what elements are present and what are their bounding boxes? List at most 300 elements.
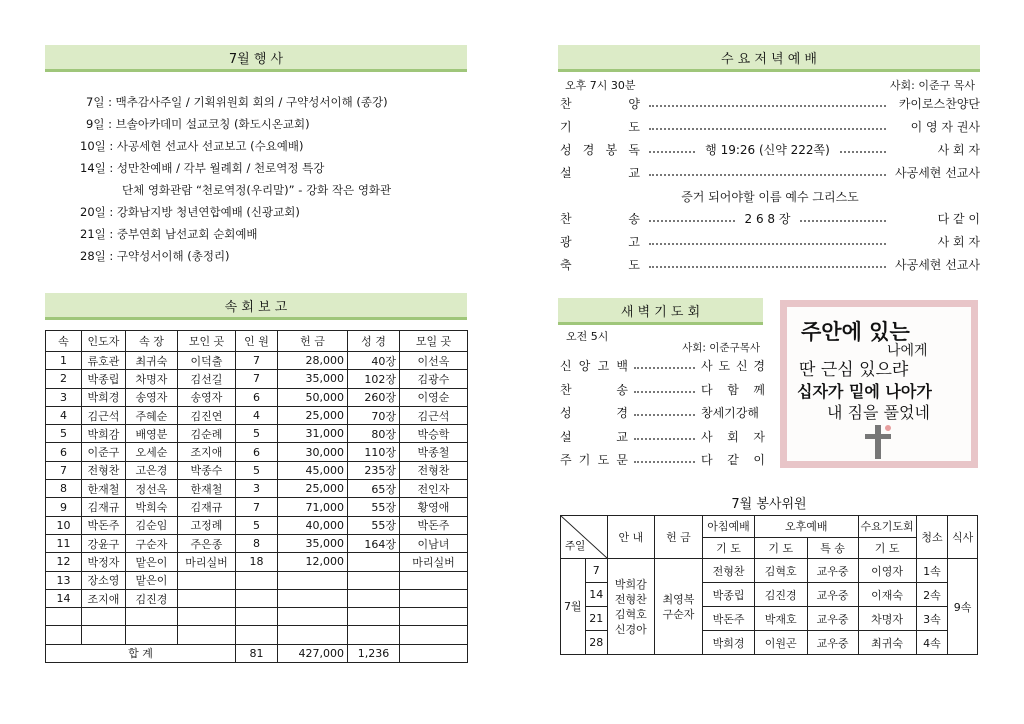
bible-chapters (348, 553, 400, 571)
group-head: 김진경 (126, 589, 178, 607)
dawn-label (560, 449, 628, 471)
report-title: 속 회 보 고 (224, 299, 288, 315)
meeting-place: 송영자 (178, 388, 236, 406)
event-item: 14일 : 성만찬예배 / 각부 월례회 / 천로역정 특강 (80, 161, 325, 175)
col-subheader: 기 도 (754, 537, 807, 559)
leader: 박정자 (82, 553, 126, 571)
sunday-label: 주일 (565, 540, 586, 552)
group-head: 구순자 (126, 534, 178, 552)
worship-title-bar (558, 45, 980, 72)
dawn-label (560, 355, 628, 377)
order-detail: 행 19:26 (신약 222쪽) (705, 143, 830, 157)
order-person: 사 회 자 (937, 235, 980, 249)
label-char: 사 (701, 359, 713, 373)
calligraphy-frame (780, 300, 978, 468)
dawn-label (560, 379, 628, 401)
afternoon-prayer: 박재호 (754, 607, 807, 631)
label-char: 함 (727, 382, 739, 397)
label-char: 송 (616, 382, 628, 397)
label-char: 성 (560, 406, 572, 420)
group-no (46, 608, 82, 626)
label-char: 성 (560, 143, 572, 157)
label-char: 이 (753, 453, 765, 467)
dot-leader (649, 151, 695, 153)
dot-leader (649, 174, 886, 176)
label-char: 양 (628, 97, 640, 111)
meeting-place: 한재철 (178, 480, 236, 498)
order-detail: 2 6 8 장 (744, 212, 791, 226)
order-label (560, 254, 645, 276)
bible-chapters: 110장 (348, 443, 400, 461)
attendance: 7 (236, 352, 278, 370)
special-song: 교우중 (807, 631, 858, 655)
label-char: 도 (628, 258, 640, 272)
bible-chapters: 65장 (348, 480, 400, 498)
label-char: 다 (701, 382, 713, 397)
meeting-place: 김순례 (178, 425, 236, 443)
bible-chapters: 235장 (348, 461, 400, 479)
offering (278, 608, 348, 626)
offering-cell: 최영복 구순자 (654, 559, 703, 655)
offering: 35,000 (278, 370, 348, 388)
leader: 한재철 (82, 480, 126, 498)
col-header: 속 (46, 331, 82, 352)
label-char: 백 (616, 359, 628, 373)
leader: 박종립 (82, 370, 126, 388)
dot-leader (800, 220, 886, 222)
group-head: 최귀숙 (126, 352, 178, 370)
attendance (236, 571, 278, 589)
meeting-place: 고정례 (178, 516, 236, 534)
dawn-label (560, 402, 628, 424)
morning-prayer: 전형찬 (703, 559, 755, 583)
col-header: 안 내 (608, 516, 655, 559)
order-person: 다 같 이 (937, 212, 981, 226)
group-no: 13 (46, 571, 82, 589)
group-head: 맡은이 (126, 553, 178, 571)
offering: 25,000 (278, 480, 348, 498)
leader: 조지애 (82, 589, 126, 607)
col-header: 모일 곳 (400, 331, 468, 352)
calli-line-3: 딴 근심 있으랴 (799, 360, 909, 380)
group-head: 김순임 (126, 516, 178, 534)
label-char: 경 (616, 406, 628, 420)
dot-leader (649, 105, 886, 107)
bible-chapters: 164장 (348, 534, 400, 552)
group-no (46, 626, 82, 644)
calli-line-4: 십자가 밑에 나아가 (797, 382, 932, 401)
meeting-place: 조지애 (178, 443, 236, 461)
service-table (560, 515, 978, 655)
label-char: 도 (628, 120, 640, 134)
bible-chapters: 40장 (348, 352, 400, 370)
order-label (560, 208, 645, 230)
meeting-place: 김재규 (178, 498, 236, 516)
group-no: 1 (46, 352, 82, 370)
report-title-bar (45, 293, 467, 320)
attendance: 6 (236, 443, 278, 461)
label-char: 고 (628, 235, 640, 249)
col-header: 모인 곳 (178, 331, 236, 352)
group-no: 11 (46, 534, 82, 552)
label-char: 경 (582, 143, 595, 157)
table-row (46, 443, 468, 461)
cleaning: 1속 (916, 559, 948, 583)
dawn-row (560, 379, 765, 401)
offering: 31,000 (278, 425, 348, 443)
group-head: 차명자 (126, 370, 178, 388)
special-song: 교우중 (807, 607, 858, 631)
group-no: 9 (46, 498, 82, 516)
attendance (236, 626, 278, 644)
attendance: 3 (236, 480, 278, 498)
month-cell: 7월 (561, 559, 586, 655)
leader: 장소영 (82, 571, 126, 589)
dot-leader (634, 367, 695, 369)
next-place: 박돈주 (400, 516, 468, 534)
offering: 28,000 (278, 352, 348, 370)
dawn-value (701, 426, 765, 448)
label-char: 송 (628, 212, 640, 226)
group-no: 4 (46, 406, 82, 424)
offering (278, 626, 348, 644)
table-row (46, 388, 468, 406)
sermon-title: 증거 되어야할 이름 예수 그리스도 (681, 190, 859, 204)
leader: 박희경 (82, 388, 126, 406)
meeting-place: 이덕출 (178, 352, 236, 370)
attendance: 5 (236, 516, 278, 534)
offering: 30,000 (278, 443, 348, 461)
col-header: 아침예배 (703, 516, 755, 538)
offering: 71,000 (278, 498, 348, 516)
calli-line-1: 주안에 있는 (801, 319, 910, 344)
attendance: 7 (236, 498, 278, 516)
offering: 35,000 (278, 534, 348, 552)
offering: 45,000 (278, 461, 348, 479)
label-char: 교 (628, 166, 640, 180)
events-title: 7월 행 사 (228, 51, 284, 67)
sunday-header-cell (561, 516, 608, 559)
group-head: 오세순 (126, 443, 178, 461)
label-char: 주 (560, 453, 572, 467)
group-head: 송영자 (126, 388, 178, 406)
dot-leader (634, 414, 695, 416)
table-row (46, 571, 468, 589)
cleaning: 3속 (916, 607, 948, 631)
table-row (46, 516, 468, 534)
special-song: 교우중 (807, 559, 858, 583)
guide-cell: 박희감 전형찬 김혁호 신경아 (608, 559, 655, 655)
order-person: 이 영 자 권사 (910, 120, 980, 134)
special-song: 교우중 (807, 583, 858, 607)
next-place: 김광수 (400, 370, 468, 388)
service-title: 7월 봉사위원 (731, 497, 807, 512)
morning-prayer: 박돈주 (703, 607, 755, 631)
offering: 50,000 (278, 388, 348, 406)
label-char: 찬 (560, 212, 572, 226)
group-head: 배영분 (126, 425, 178, 443)
col-header: 청소 (916, 516, 948, 559)
leader: 박돈주 (82, 516, 126, 534)
table-row (46, 480, 468, 498)
offering: 25,000 (278, 406, 348, 424)
event-item: 단체 영화관람 “천로역정(우리말)” - 강화 작은 영화관 (122, 183, 392, 197)
order-row (560, 139, 980, 161)
dawn-time: 오전 5시 (566, 330, 609, 343)
group-head: 고은경 (126, 461, 178, 479)
meeting-place (178, 589, 236, 607)
group-no: 12 (46, 553, 82, 571)
order-row (560, 208, 980, 230)
next-place: 전인자 (400, 480, 468, 498)
cleaning: 4속 (916, 631, 948, 655)
calligraphy-image (787, 307, 971, 461)
table-row (46, 352, 468, 370)
group-no: 6 (46, 443, 82, 461)
label-char: 신 (560, 359, 572, 373)
table-row (46, 608, 468, 626)
table-row (46, 534, 468, 552)
worship-time: 오후 7시 30분 (565, 79, 636, 92)
event-item: 10일 : 사공세현 선교사 선교보고 (수요예배) (80, 139, 304, 153)
attendance: 18 (236, 553, 278, 571)
col-header: 수요기도회 (858, 516, 916, 538)
next-place (400, 589, 468, 607)
label-char: 사 (701, 429, 713, 444)
service-row (561, 559, 978, 583)
next-place: 이영순 (400, 388, 468, 406)
bible-chapters: 260장 (348, 388, 400, 406)
col-header: 오후예배 (754, 516, 858, 538)
leader: 강윤구 (82, 534, 126, 552)
table-row (46, 461, 468, 479)
next-place (400, 626, 468, 644)
offering: 40,000 (278, 516, 348, 534)
meeting-place: 김진연 (178, 406, 236, 424)
dot-leader (634, 461, 695, 463)
order-label (560, 139, 645, 161)
report-body (46, 352, 468, 645)
dawn-row (560, 402, 765, 424)
order-label (560, 116, 645, 138)
dot-leader (634, 391, 695, 393)
meeting-place: 마리실버 (178, 553, 236, 571)
leader: 박희감 (82, 425, 126, 443)
bible-chapters: 102장 (348, 370, 400, 388)
dawn-value (701, 402, 765, 424)
dawn-value (701, 449, 765, 471)
meeting-place (178, 626, 236, 644)
col-header: 인 원 (236, 331, 278, 352)
label-char: 찬 (560, 382, 572, 397)
event-item: 21일 : 중부연회 남선교회 순회예배 (80, 227, 258, 241)
afternoon-prayer: 김혁호 (754, 559, 807, 583)
wednesday-prayer: 최귀숙 (858, 631, 916, 655)
bible-chapters: 55장 (348, 516, 400, 534)
label-char: 앙 (578, 359, 591, 373)
attendance (236, 608, 278, 626)
group-no: 2 (46, 370, 82, 388)
order-person: 사공세현 선교사 (895, 258, 980, 272)
col-header: 식사 (948, 516, 978, 559)
label-char: 교 (616, 429, 628, 444)
group-head: 맡은이 (126, 571, 178, 589)
leader: 김재규 (82, 498, 126, 516)
bible-chapters (348, 608, 400, 626)
dawn-row (560, 426, 765, 448)
group-no: 7 (46, 461, 82, 479)
dot-leader (634, 438, 695, 440)
event-item: 28일 : 구약성서이해 (총정리) (80, 249, 230, 263)
leader: 류호관 (82, 352, 126, 370)
order-row (560, 254, 980, 276)
afternoon-prayer: 김진경 (754, 583, 807, 607)
dawn-host: 사회: 이준구목사 (682, 342, 760, 354)
table-row (46, 498, 468, 516)
day-cell: 14 (585, 583, 607, 607)
dot-leader (649, 266, 886, 268)
group-head: 주혜순 (126, 406, 178, 424)
attendance: 6 (236, 388, 278, 406)
label-char: 회 (727, 429, 739, 444)
label-char: 자 (753, 429, 765, 444)
table-row (46, 406, 468, 424)
label-char: 같 (727, 453, 739, 467)
label-char: 고 (597, 359, 610, 373)
table-row (46, 589, 468, 607)
col-header: 인도자 (82, 331, 126, 352)
table-row (46, 370, 468, 388)
col-header: 속 장 (126, 331, 178, 352)
label-char: 축 (560, 258, 572, 272)
label-char: 경 (753, 359, 765, 373)
attendance (236, 589, 278, 607)
next-place: 이남녀 (400, 534, 468, 552)
wednesday-prayer: 이영자 (858, 559, 916, 583)
report-header-row (46, 331, 468, 352)
group-head (126, 626, 178, 644)
morning-prayer: 박종립 (703, 583, 755, 607)
attendance: 4 (236, 406, 278, 424)
dot-leader (649, 128, 886, 130)
attendance: 5 (236, 425, 278, 443)
bible-chapters: 55장 (348, 498, 400, 516)
table-row (46, 553, 468, 571)
group-head: 박희숙 (126, 498, 178, 516)
report-table (45, 330, 468, 663)
next-place: 전형찬 (400, 461, 468, 479)
offering (278, 589, 348, 607)
total-offering: 427,000 (278, 644, 348, 662)
order-person: 카이로스찬양단 (898, 97, 980, 111)
offering (278, 571, 348, 589)
order-person: 사공세현 선교사 (895, 166, 980, 180)
label-char: 창세기강해 (701, 406, 759, 420)
order-row (560, 93, 980, 115)
cleaning: 2속 (916, 583, 948, 607)
dot-leader (649, 243, 886, 245)
label-char: 기 (560, 120, 572, 134)
group-no: 14 (46, 589, 82, 607)
dawn-row (560, 355, 765, 377)
order-label (560, 162, 645, 184)
next-place: 이선옥 (400, 352, 468, 370)
leader: 이준구 (82, 443, 126, 461)
leader: 전형찬 (82, 461, 126, 479)
label-char: 문 (616, 453, 628, 467)
cross-icon (865, 425, 891, 459)
group-head: 정선옥 (126, 480, 178, 498)
event-item: 7일 : 맥추감사주일 / 기획위원회 회의 / 구약성서이해 (종강) (86, 95, 388, 109)
group-no: 10 (46, 516, 82, 534)
label-char: 봉 (605, 143, 618, 157)
table-row (46, 425, 468, 443)
meeting-place: 박종수 (178, 461, 236, 479)
group-no: 3 (46, 388, 82, 406)
dawn-value (701, 355, 765, 377)
table-row (46, 626, 468, 644)
calligraphy-svg (787, 307, 971, 461)
bible-chapters (348, 571, 400, 589)
label-char: 다 (701, 453, 713, 467)
dawn-title-bar (558, 298, 763, 325)
next-place: 박종철 (400, 443, 468, 461)
next-place (400, 608, 468, 626)
day-cell: 21 (585, 607, 607, 631)
attendance: 5 (236, 461, 278, 479)
worship-title: 수 요 저 녁 예 배 (720, 51, 817, 67)
next-place: 박승학 (400, 425, 468, 443)
diagonal-divider (561, 516, 607, 558)
bible-chapters: 70장 (348, 406, 400, 424)
label-char: 찬 (560, 97, 572, 111)
wednesday-prayer: 차명자 (858, 607, 916, 631)
label-char: 께 (753, 382, 765, 397)
next-place: 황영애 (400, 498, 468, 516)
order-person: 사 회 자 (937, 143, 981, 157)
col-header: 헌 금 (278, 331, 348, 352)
next-place: 마리실버 (400, 553, 468, 571)
meeting-place: 김선길 (178, 370, 236, 388)
label-char: 도 (718, 359, 731, 373)
label-char: 독 (628, 143, 640, 157)
dawn-value (701, 379, 765, 401)
dawn-row (560, 449, 765, 471)
order-row (560, 231, 980, 253)
wednesday-prayer: 이재숙 (858, 583, 916, 607)
total-label: 합 계 (46, 644, 236, 662)
day-cell: 28 (585, 631, 607, 655)
group-no: 8 (46, 480, 82, 498)
event-item: 20일 : 강화남지방 청년연합예배 (신광교회) (80, 205, 300, 219)
label-char: 설 (560, 166, 572, 180)
bible-chapters (348, 589, 400, 607)
dawn-title: 새 벽 기 도 회 (620, 304, 701, 320)
report-total-row (46, 644, 468, 662)
label-char: 광 (560, 235, 572, 249)
meal-cell: 9속 (948, 559, 978, 655)
group-no: 5 (46, 425, 82, 443)
morning-prayer: 박희경 (703, 631, 755, 655)
meeting-place: 주은종 (178, 534, 236, 552)
leader (82, 626, 126, 644)
col-subheader: 기 도 (858, 537, 916, 559)
total-people: 81 (236, 644, 278, 662)
bible-chapters (348, 626, 400, 644)
label-char: 설 (560, 429, 572, 444)
attendance: 7 (236, 370, 278, 388)
next-place: 김근석 (400, 406, 468, 424)
